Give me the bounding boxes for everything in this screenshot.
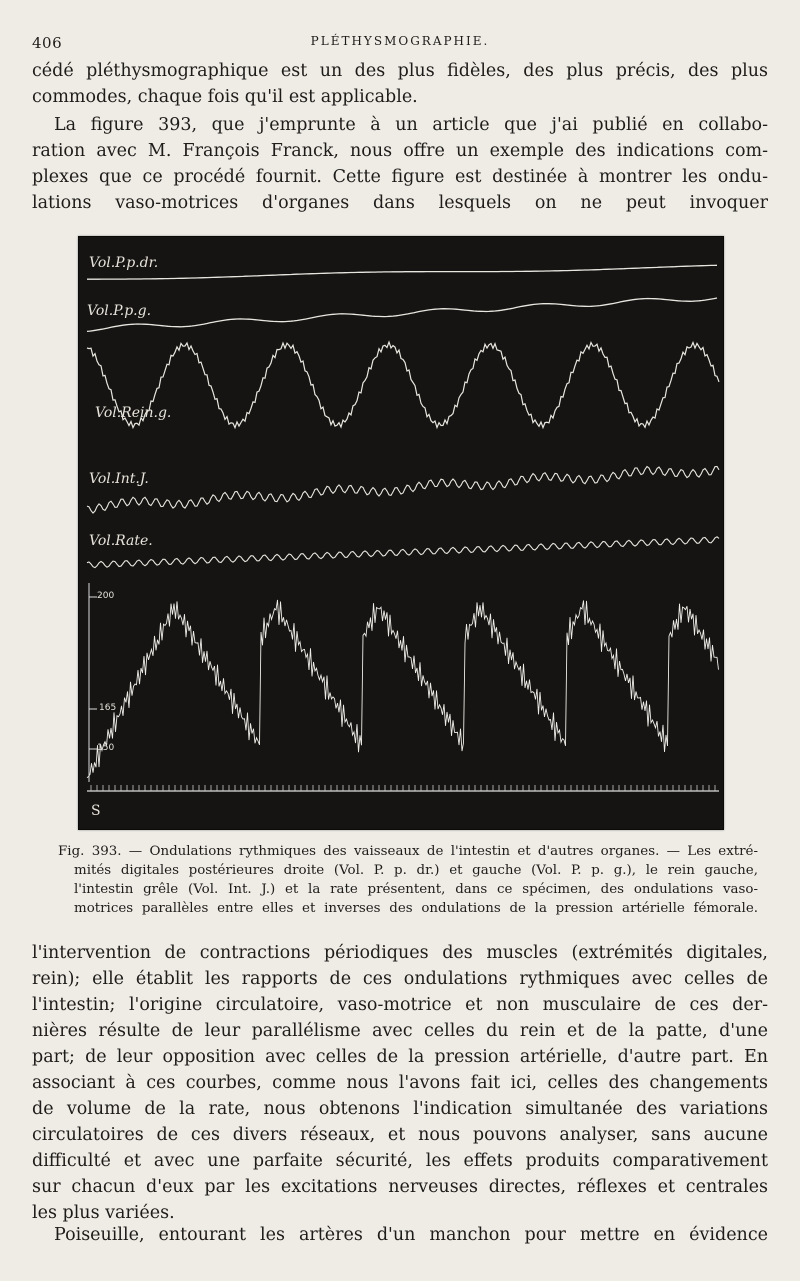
text-line: rein); elle établit les rapports de ces ondulations rythmiques avec celles de <box>32 969 768 989</box>
scale-label-150: 150 <box>97 743 115 753</box>
page-number: 406 <box>32 34 63 52</box>
text-line: de volume de la rate, nous obtenons l'indication simultanée des variations <box>32 1099 768 1119</box>
text-line: les plus variées. <box>32 1203 175 1223</box>
trace-vol-rate <box>87 537 719 568</box>
caption-line: motrices parallèles entre elles et inverses des ondulations de la pression artérielle fémorale. <box>74 901 758 916</box>
time-ticks <box>91 785 715 791</box>
caption-line: mités digitales postérieures droite (Vol. P. p. dr.) et gauche (Vol. P. p. g.), le rein gauche, <box>74 863 758 878</box>
figure-393-plethysmograph-traces <box>78 236 724 830</box>
text-line: commodes, chaque fois qu'il est applicable. <box>32 87 418 107</box>
text-line: part; de leur opposition avec celles de la pression artérielle, d'autre part. En <box>32 1047 768 1067</box>
text-line: Poiseuille, entourant les artères d'un manchon pour mettre en évidence <box>54 1225 768 1245</box>
caption-line: Fig. 393. — Ondulations rythmiques des vaisseaux de l'intestin et d'autres organes. — Les extré- <box>58 844 758 859</box>
label-vol-rate: Vol.Rate. <box>89 533 153 549</box>
text-line: l'intervention de contractions périodiques des muscles (extrémités digitales, <box>32 943 768 963</box>
text-line: ration avec M. François Franck, nous offre un exemple des indications com- <box>32 141 768 161</box>
figure-caption <box>58 842 758 918</box>
scale-label-200: 200 <box>97 591 115 601</box>
text-line: sur chacun d'eux par les excitations nerveuses directes, réflexes et centrales <box>32 1177 768 1197</box>
label-vol-pp-g: Vol.P.p.g. <box>87 303 152 319</box>
paragraph-1 <box>32 58 768 110</box>
text-line: nières résulte de leur parallélisme avec celles du rein et de la patte, d'une <box>32 1021 768 1041</box>
label-vol-int-j: Vol.Int.J. <box>89 471 149 487</box>
text-line: difficulté et avec une parfaite sécurité, les effets produits comparativement <box>32 1151 768 1171</box>
text-line: lations vaso-motrices d'organes dans lesquels on ne peut invoquer <box>32 193 768 213</box>
paragraph-3 <box>32 940 768 1226</box>
text-line: cédé pléthysmographique est un des plus fidèles, des plus précis, des plus <box>32 61 768 81</box>
text-line: La figure 393, que j'emprunte à un article que j'ai publié en collabo- <box>54 115 768 135</box>
label-signal: S <box>91 803 101 819</box>
trace-plot <box>79 237 723 829</box>
text-line: plexes que ce procédé fournit. Cette figure est destinée à montrer les ondu- <box>32 167 768 187</box>
trace-vol-rein-g <box>87 342 719 428</box>
trace-vol-pp-g <box>87 298 717 331</box>
caption-line: l'intestin grêle (Vol. Int. J.) et la rate présentent, dans ce spécimen, des ondulations vaso- <box>74 882 758 897</box>
paragraph-2 <box>32 112 768 216</box>
text-line: associant à ces courbes, comme nous l'avons fait ici, celles des changements <box>32 1073 768 1093</box>
label-vol-rein-g: Vol.Rein.g. <box>95 405 172 421</box>
trace-vol-int-j <box>87 467 719 514</box>
trace-arterial-pressure <box>87 600 719 778</box>
text-line: circulatoires de ces divers réseaux, et nous pouvons analyser, sans aucune <box>32 1125 768 1145</box>
scale-label-165: 165 <box>99 703 117 713</box>
label-vol-pp-dr: Vol.P.p.dr. <box>89 255 159 271</box>
text-line: l'intestin; l'origine circulatoire, vaso-motrice et non musculaire de ces der- <box>32 995 768 1015</box>
paragraph-4 <box>32 1222 768 1248</box>
trace-vol-pp-dr <box>87 265 717 279</box>
running-title: PLÉTHYSMOGRAPHIE. <box>310 34 490 48</box>
